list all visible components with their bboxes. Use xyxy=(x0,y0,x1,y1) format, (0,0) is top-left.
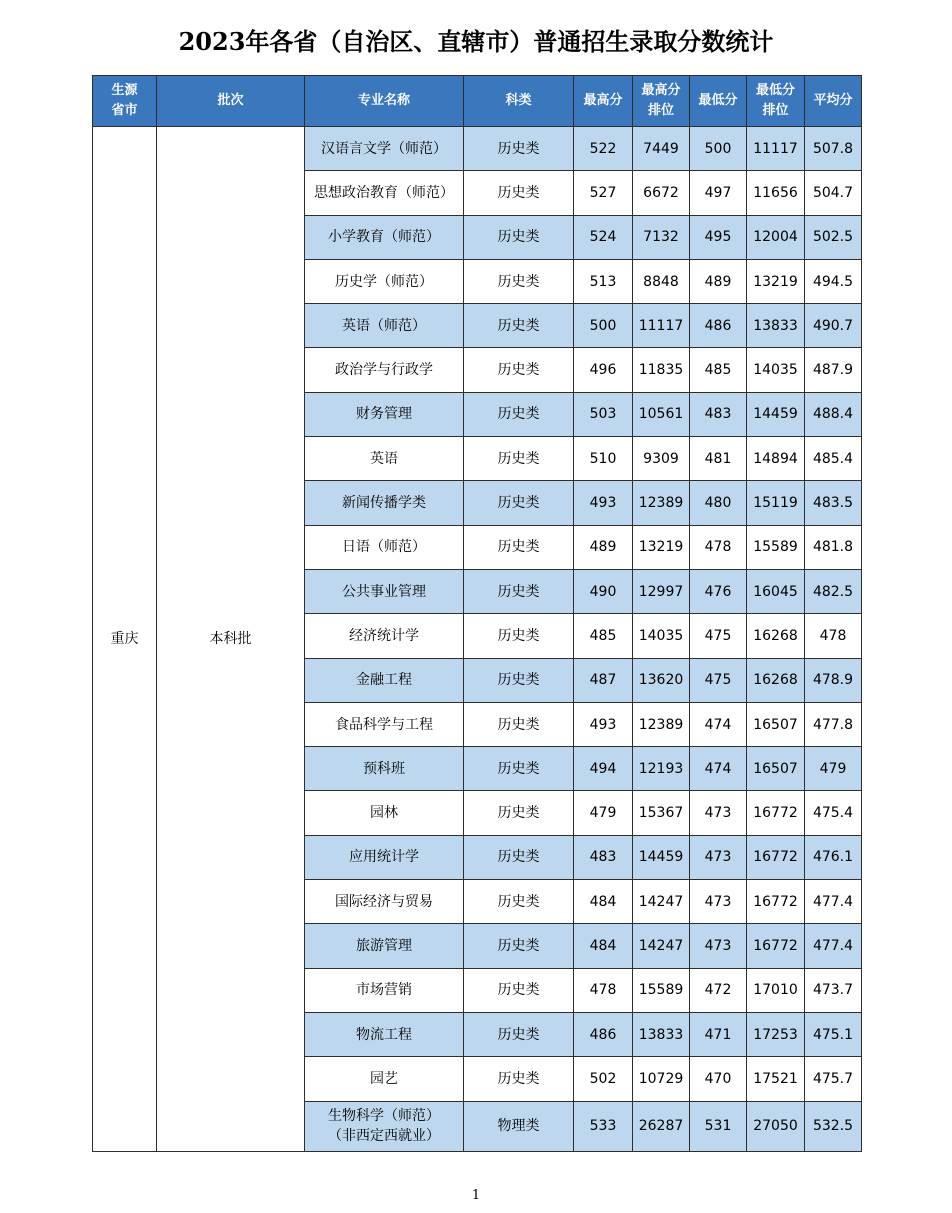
max-rank-cell: 13620 xyxy=(633,658,690,702)
major-cell: 预科班 xyxy=(305,747,464,791)
page-number: 1 xyxy=(471,1188,481,1203)
major-cell: 金融工程 xyxy=(305,658,464,702)
min-cell: 495 xyxy=(690,215,747,259)
min-cell: 531 xyxy=(690,1101,747,1151)
avg-cell: 473.7 xyxy=(805,968,862,1012)
max-cell: 522 xyxy=(574,127,633,171)
header-row xyxy=(93,76,862,127)
max-rank-cell: 12193 xyxy=(633,747,690,791)
avg-cell: 485.4 xyxy=(805,437,862,481)
min-cell: 472 xyxy=(690,968,747,1012)
min-rank-cell: 14459 xyxy=(747,392,805,436)
header-min-rank: 最低分 排位 xyxy=(747,76,805,127)
category-cell: 历史类 xyxy=(464,924,574,968)
min-rank-cell: 15589 xyxy=(747,525,805,569)
min-cell: 480 xyxy=(690,481,747,525)
max-cell: 502 xyxy=(574,1057,633,1101)
avg-cell: 475.1 xyxy=(805,1012,862,1056)
major-cell: 历史学（师范） xyxy=(305,259,464,303)
min-rank-cell: 17521 xyxy=(747,1057,805,1101)
header-batch: 批次 xyxy=(157,76,305,127)
avg-cell: 494.5 xyxy=(805,259,862,303)
max-cell: 493 xyxy=(574,702,633,746)
category-cell: 历史类 xyxy=(464,835,574,879)
min-cell: 476 xyxy=(690,569,747,613)
category-cell: 历史类 xyxy=(464,1057,574,1101)
avg-cell: 478 xyxy=(805,614,862,658)
min-cell: 481 xyxy=(690,437,747,481)
category-cell: 历史类 xyxy=(464,348,574,392)
category-cell: 历史类 xyxy=(464,1012,574,1056)
min-rank-cell: 17010 xyxy=(747,968,805,1012)
major-cell: 市场营销 xyxy=(305,968,464,1012)
min-cell: 483 xyxy=(690,392,747,436)
avg-cell: 502.5 xyxy=(805,215,862,259)
major-cell: 园林 xyxy=(305,791,464,835)
category-cell: 历史类 xyxy=(464,791,574,835)
min-cell: 470 xyxy=(690,1057,747,1101)
major-cell: 政治学与行政学 xyxy=(305,348,464,392)
min-cell: 471 xyxy=(690,1012,747,1056)
min-rank-cell: 12004 xyxy=(747,215,805,259)
min-cell: 473 xyxy=(690,835,747,879)
major-cell: 英语（师范） xyxy=(305,304,464,348)
max-rank-cell: 7132 xyxy=(633,215,690,259)
max-rank-cell: 12389 xyxy=(633,481,690,525)
min-rank-cell: 16772 xyxy=(747,924,805,968)
document-title: 2023年各省（自治区、直辖市）普通招生录取分数统计 xyxy=(178,27,774,56)
header-category: 科类 xyxy=(464,76,574,127)
max-cell: 483 xyxy=(574,835,633,879)
avg-cell: 479 xyxy=(805,747,862,791)
major-cell: 财务管理 xyxy=(305,392,464,436)
min-rank-cell: 15119 xyxy=(747,481,805,525)
min-rank-cell: 16507 xyxy=(747,747,805,791)
max-rank-cell: 12389 xyxy=(633,702,690,746)
min-rank-cell: 16772 xyxy=(747,880,805,924)
category-cell: 历史类 xyxy=(464,658,574,702)
avg-cell: 488.4 xyxy=(805,392,862,436)
min-rank-cell: 16772 xyxy=(747,835,805,879)
avg-cell: 481.8 xyxy=(805,525,862,569)
min-rank-cell: 14035 xyxy=(747,348,805,392)
major-cell: 园艺 xyxy=(305,1057,464,1101)
category-cell: 历史类 xyxy=(464,171,574,215)
max-rank-cell: 6672 xyxy=(633,171,690,215)
max-rank-cell: 14247 xyxy=(633,924,690,968)
max-cell: 533 xyxy=(574,1101,633,1151)
category-cell: 历史类 xyxy=(464,304,574,348)
max-rank-cell: 9309 xyxy=(633,437,690,481)
min-rank-cell: 27050 xyxy=(747,1101,805,1151)
max-cell: 489 xyxy=(574,525,633,569)
max-cell: 479 xyxy=(574,791,633,835)
min-rank-cell: 16045 xyxy=(747,569,805,613)
avg-cell: 477.4 xyxy=(805,924,862,968)
avg-cell: 477.4 xyxy=(805,880,862,924)
category-cell: 历史类 xyxy=(464,525,574,569)
max-rank-cell: 11117 xyxy=(633,304,690,348)
min-cell: 473 xyxy=(690,924,747,968)
min-rank-cell: 11656 xyxy=(747,171,805,215)
avg-cell: 487.9 xyxy=(805,348,862,392)
min-rank-cell: 16268 xyxy=(747,658,805,702)
table-row xyxy=(93,127,862,171)
max-rank-cell: 13833 xyxy=(633,1012,690,1056)
avg-cell: 504.7 xyxy=(805,171,862,215)
max-rank-cell: 13219 xyxy=(633,525,690,569)
major-cell: 物流工程 xyxy=(305,1012,464,1056)
major-cell: 公共事业管理 xyxy=(305,569,464,613)
major-cell: 日语（师范） xyxy=(305,525,464,569)
max-rank-cell: 10729 xyxy=(633,1057,690,1101)
max-cell: 484 xyxy=(574,880,633,924)
header-avg: 平均分 xyxy=(805,76,862,127)
min-rank-cell: 16507 xyxy=(747,702,805,746)
min-rank-cell: 13219 xyxy=(747,259,805,303)
max-cell: 484 xyxy=(574,924,633,968)
max-rank-cell: 14459 xyxy=(633,835,690,879)
major-cell: 汉语言文学（师范） xyxy=(305,127,464,171)
category-cell: 历史类 xyxy=(464,747,574,791)
max-cell: 500 xyxy=(574,304,633,348)
category-cell: 历史类 xyxy=(464,968,574,1012)
major-cell: 应用统计学 xyxy=(305,835,464,879)
min-rank-cell: 17253 xyxy=(747,1012,805,1056)
major-cell: 小学教育（师范） xyxy=(305,215,464,259)
min-rank-cell: 13833 xyxy=(747,304,805,348)
major-cell: 新闻传播学类 xyxy=(305,481,464,525)
avg-cell: 477.8 xyxy=(805,702,862,746)
avg-cell: 476.1 xyxy=(805,835,862,879)
max-rank-cell: 26287 xyxy=(633,1101,690,1151)
max-cell: 496 xyxy=(574,348,633,392)
max-cell: 527 xyxy=(574,171,633,215)
category-cell: 历史类 xyxy=(464,259,574,303)
category-cell: 历史类 xyxy=(464,127,574,171)
min-cell: 497 xyxy=(690,171,747,215)
max-cell: 494 xyxy=(574,747,633,791)
category-cell: 历史类 xyxy=(464,880,574,924)
header-min: 最低分 xyxy=(690,76,747,127)
batch-cell: 本科批 xyxy=(157,127,305,1152)
min-cell: 475 xyxy=(690,614,747,658)
category-cell: 历史类 xyxy=(464,392,574,436)
min-cell: 486 xyxy=(690,304,747,348)
avg-cell: 475.7 xyxy=(805,1057,862,1101)
max-cell: 503 xyxy=(574,392,633,436)
min-cell: 474 xyxy=(690,702,747,746)
min-rank-cell: 11117 xyxy=(747,127,805,171)
max-cell: 478 xyxy=(574,968,633,1012)
major-cell: 国际经济与贸易 xyxy=(305,880,464,924)
max-cell: 485 xyxy=(574,614,633,658)
min-cell: 473 xyxy=(690,880,747,924)
admission-score-table xyxy=(92,75,862,1152)
header-max: 最高分 xyxy=(574,76,633,127)
header-major: 专业名称 xyxy=(305,76,464,127)
min-rank-cell: 14894 xyxy=(747,437,805,481)
min-rank-cell: 16268 xyxy=(747,614,805,658)
avg-cell: 475.4 xyxy=(805,791,862,835)
min-rank-cell: 16772 xyxy=(747,791,805,835)
major-cell: 生物科学（师范） （非西定西就业） xyxy=(305,1101,464,1151)
major-cell: 经济统计学 xyxy=(305,614,464,658)
avg-cell: 507.8 xyxy=(805,127,862,171)
max-cell: 486 xyxy=(574,1012,633,1056)
province-cell: 重庆 xyxy=(93,127,157,1152)
max-cell: 513 xyxy=(574,259,633,303)
max-cell: 510 xyxy=(574,437,633,481)
max-rank-cell: 7449 xyxy=(633,127,690,171)
major-cell: 旅游管理 xyxy=(305,924,464,968)
min-cell: 475 xyxy=(690,658,747,702)
min-cell: 478 xyxy=(690,525,747,569)
category-cell: 历史类 xyxy=(464,569,574,613)
max-rank-cell: 15367 xyxy=(633,791,690,835)
min-cell: 489 xyxy=(690,259,747,303)
major-cell: 思想政治教育（师范） xyxy=(305,171,464,215)
avg-cell: 478.9 xyxy=(805,658,862,702)
min-cell: 485 xyxy=(690,348,747,392)
max-cell: 524 xyxy=(574,215,633,259)
avg-cell: 490.7 xyxy=(805,304,862,348)
max-rank-cell: 12997 xyxy=(633,569,690,613)
category-cell: 历史类 xyxy=(464,437,574,481)
category-cell: 物理类 xyxy=(464,1101,574,1151)
min-cell: 473 xyxy=(690,791,747,835)
max-cell: 487 xyxy=(574,658,633,702)
max-rank-cell: 11835 xyxy=(633,348,690,392)
major-cell: 食品科学与工程 xyxy=(305,702,464,746)
max-rank-cell: 14035 xyxy=(633,614,690,658)
avg-cell: 482.5 xyxy=(805,569,862,613)
avg-cell: 532.5 xyxy=(805,1101,862,1151)
min-cell: 500 xyxy=(690,127,747,171)
avg-cell: 483.5 xyxy=(805,481,862,525)
max-cell: 493 xyxy=(574,481,633,525)
max-cell: 490 xyxy=(574,569,633,613)
max-rank-cell: 14247 xyxy=(633,880,690,924)
category-cell: 历史类 xyxy=(464,481,574,525)
category-cell: 历史类 xyxy=(464,215,574,259)
header-province: 生源 省市 xyxy=(93,76,157,127)
category-cell: 历史类 xyxy=(464,614,574,658)
major-cell: 英语 xyxy=(305,437,464,481)
header-max-rank: 最高分 排位 xyxy=(633,76,690,127)
category-cell: 历史类 xyxy=(464,702,574,746)
max-rank-cell: 8848 xyxy=(633,259,690,303)
max-rank-cell: 15589 xyxy=(633,968,690,1012)
max-rank-cell: 10561 xyxy=(633,392,690,436)
min-cell: 474 xyxy=(690,747,747,791)
